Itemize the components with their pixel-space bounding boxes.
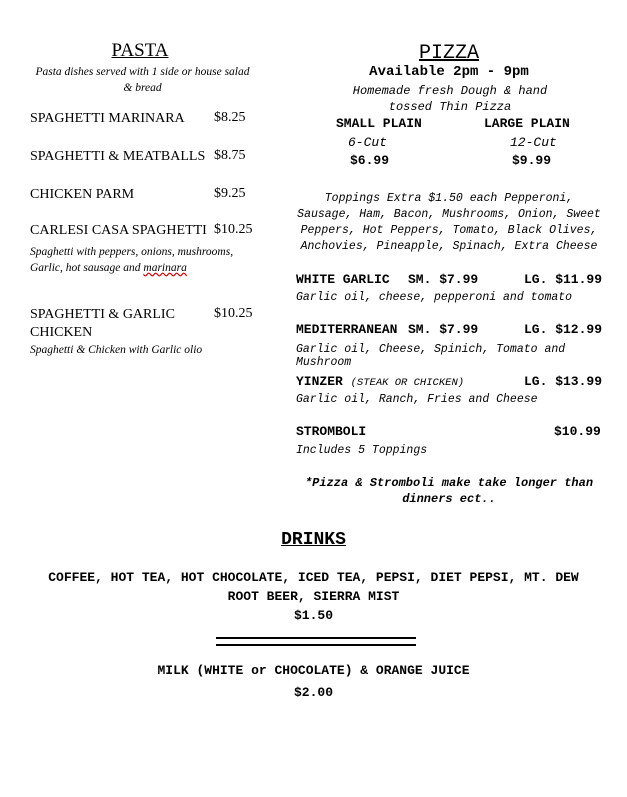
specialty-name: WHITE GARLIC <box>296 272 390 287</box>
size-label: LARGE PLAIN <box>484 116 570 131</box>
specialty-small-price: SM. $7.99 <box>408 322 479 337</box>
pasta-item-description <box>30 244 250 276</box>
pasta-item-name: SPAGHETTI & GARLIC CHICKEN <box>30 307 175 340</box>
size-label: SMALL PLAIN <box>336 116 422 131</box>
double-divider <box>216 637 416 646</box>
specialty-name-line <box>296 374 464 389</box>
drinks-list-line: ROOT BEER, SIERRA MIST <box>227 589 400 604</box>
pasta-item-price: $8.75 <box>214 148 246 163</box>
pasta-item-name: CHICKEN PARM <box>30 187 135 202</box>
pasta-item-price: $10.25 <box>214 306 253 321</box>
pizza-disclaimer: *Pizza & Stromboli make take longer than dinners ect.. <box>304 476 594 506</box>
specialty-small-price: SM. $7.99 <box>408 272 479 287</box>
drinks-list-line: MILK (WHITE or CHOCOLATE) & ORANGE JUICE <box>157 663 470 678</box>
specialty-name: YINZER <box>296 374 343 389</box>
specialty-description: Garlic oil, cheese, pepperoni and tomato <box>296 291 573 304</box>
pasta-item-name: CARLESI CASA SPAGHETTI <box>30 223 207 238</box>
size-cut: 12-Cut <box>510 135 557 150</box>
specialty-large-price: LG. $12.99 <box>524 322 603 337</box>
toppings-list: Toppings Extra $1.50 each Pepperoni, Sausage, Ham, Bacon, Mushrooms, Onion, Sweet Peppers, Hot Peppers, Tomato, Black Olives, Anchovies, Pineapple, Spinach, Extra Cheese <box>297 192 601 253</box>
specialty-description: Garlic oil, Cheese, Spinich, Tomato and Mushroom <box>296 343 566 369</box>
pizza-availability: Available 2pm - 9pm <box>369 64 529 80</box>
spellcheck-flagged-word: marinara <box>143 262 187 274</box>
pasta-heading: PASTA <box>111 40 169 61</box>
drinks-list-line: COFFEE, HOT TEA, HOT CHOCOLATE, ICED TEA, PEPSI, DIET PEPSI, MT. DEW <box>48 570 579 585</box>
drinks-price: $1.50 <box>293 608 333 623</box>
pizza-subtitle: Homemade fresh Dough & hand tossed Thin Pizza <box>352 84 548 114</box>
pasta-item-name: SPAGHETTI & MEATBALLS <box>30 149 206 164</box>
description-text: Spaghetti with peppers, onions, mushrooms, Garlic, hot sausage and <box>30 246 234 274</box>
specialty-large-price: LG. $11.99 <box>524 272 603 287</box>
pasta-item-price: $8.25 <box>214 110 246 125</box>
specialty-name: STROMBOLI <box>296 424 367 439</box>
drinks-heading: DRINKS <box>281 530 346 550</box>
pasta-subtitle: Pasta dishes served with 1 side or house salad & bread <box>35 66 250 94</box>
pasta-item-price: $9.25 <box>214 186 246 201</box>
pasta-item-name: SPAGHETTI MARINARA <box>30 111 185 126</box>
size-price: $6.99 <box>350 153 390 168</box>
specialty-price: $10.99 <box>554 424 601 439</box>
specialty-note: (STEAK OR CHICKEN) <box>350 377 465 389</box>
pizza-heading: PIZZA <box>418 42 479 65</box>
specialty-description: Garlic oil, Ranch, Fries and Cheese <box>296 393 538 406</box>
pasta-item-price: $10.25 <box>214 222 253 237</box>
size-cut: 6-Cut <box>348 135 388 150</box>
drinks-price: $2.00 <box>293 685 333 700</box>
specialty-large-price: LG. $13.99 <box>524 374 603 389</box>
specialty-name: MEDITERRANEAN <box>296 322 398 337</box>
specialty-description: Includes 5 Toppings <box>296 444 428 457</box>
size-price: $9.99 <box>512 153 552 168</box>
pasta-item-description: Spaghetti & Chicken with Garlic olio <box>30 344 203 356</box>
